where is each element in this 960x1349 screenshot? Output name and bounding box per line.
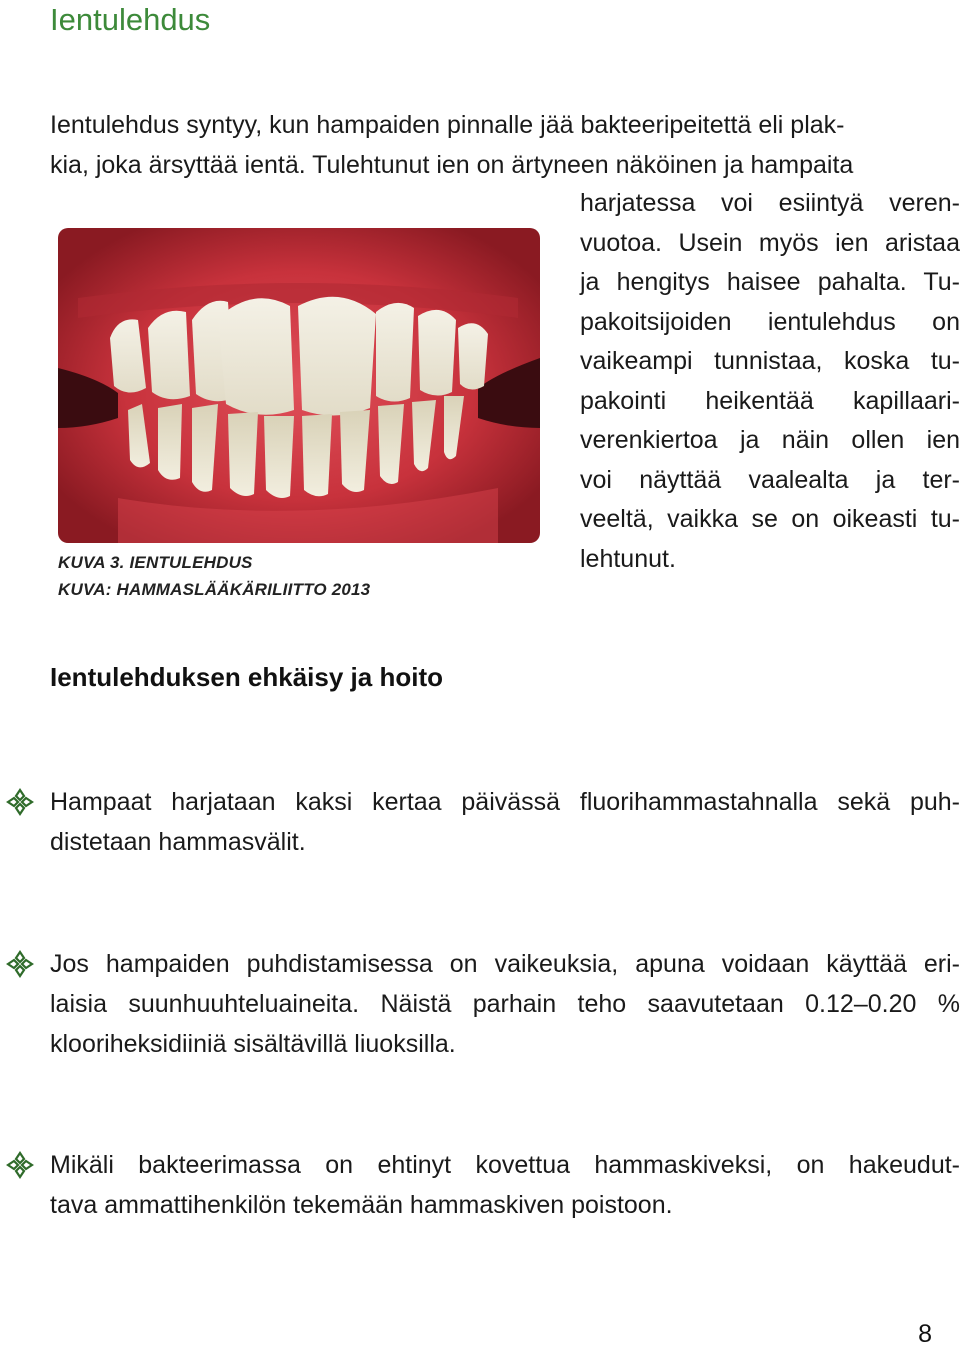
bullet-line: Hampaat harjataan kaksi kertaa päivässä fluorihammastahnalla sekä puh- (50, 788, 960, 816)
wrap-line: lehtunut. (580, 544, 676, 573)
bullet-text (50, 1145, 960, 1225)
wrap-line: ja hengitys haisee pahalta. Tu- (580, 268, 960, 296)
diamond-bullet-icon (6, 1151, 34, 1179)
gingivitis-photo (58, 228, 540, 543)
caption-line-2: KUVA: HAMMASLÄÄKÄRILIITTO 2013 (58, 580, 371, 599)
diamond-bullet-icon (6, 788, 34, 816)
intro-paragraph (50, 106, 960, 185)
figure-caption (58, 549, 370, 603)
wrap-line: verenkiertoa ja näin ollen ien (580, 426, 960, 454)
wrap-line: voi näyttää vaalealta ja ter- (580, 465, 960, 494)
wrap-line: vaikeampi tunnistaa, koska tu- (580, 347, 960, 375)
page-title: Ientulehdus (50, 2, 211, 37)
bullet-text (50, 944, 960, 1064)
bullet-line: distetaan hammasvälit. (50, 828, 306, 856)
wrap-line: veeltä, vaikka se on oikeasti tu- (580, 505, 960, 533)
wrap-line: pakointi heikentää kapillaari- (580, 386, 960, 415)
intro-line-2: kia, joka ärsyttää ientä. Tulehtunut ien on ärtyneen näköinen ja hampaita (50, 150, 854, 179)
wrap-line: vuotoa. Usein myös ien aristaa (580, 228, 960, 257)
intro-line-1: Ientulehdus syntyy, kun hampaiden pinnalle jää bakteeripeitettä eli plak- (50, 111, 845, 139)
bullet-line: klooriheksidiiniä sisältävillä liuoksilla. (50, 1030, 456, 1058)
wrapped-paragraph (580, 184, 960, 579)
bullet-line: tava ammattihenkilön tekemään hammaskiven poistoon. (50, 1191, 673, 1219)
bullet-line: Jos hampaiden puhdistamisessa on vaikeuksia, apuna voidaan käyttää eri- (50, 950, 960, 978)
page-number: 8 (918, 1320, 932, 1348)
wrap-line: pakoitsijoiden ientulehdus on (580, 307, 960, 336)
bullet-line: Mikäli bakteerimassa on ehtinyt kovettua hammaskiveksi, on hakeudut- (50, 1151, 960, 1179)
diamond-bullet-icon (6, 950, 34, 978)
wrap-line: harjatessa voi esiintyä veren- (580, 189, 960, 217)
caption-line-1: KUVA 3. IENTULEHDUS (58, 553, 253, 572)
section-title: Ientulehduksen ehkäisy ja hoito (50, 662, 443, 692)
bullet-line: laisia suunhuuhteluaineita. Näistä parhain teho saavutetaan 0.12–0.20 % (50, 990, 960, 1018)
bullet-text (50, 782, 960, 862)
